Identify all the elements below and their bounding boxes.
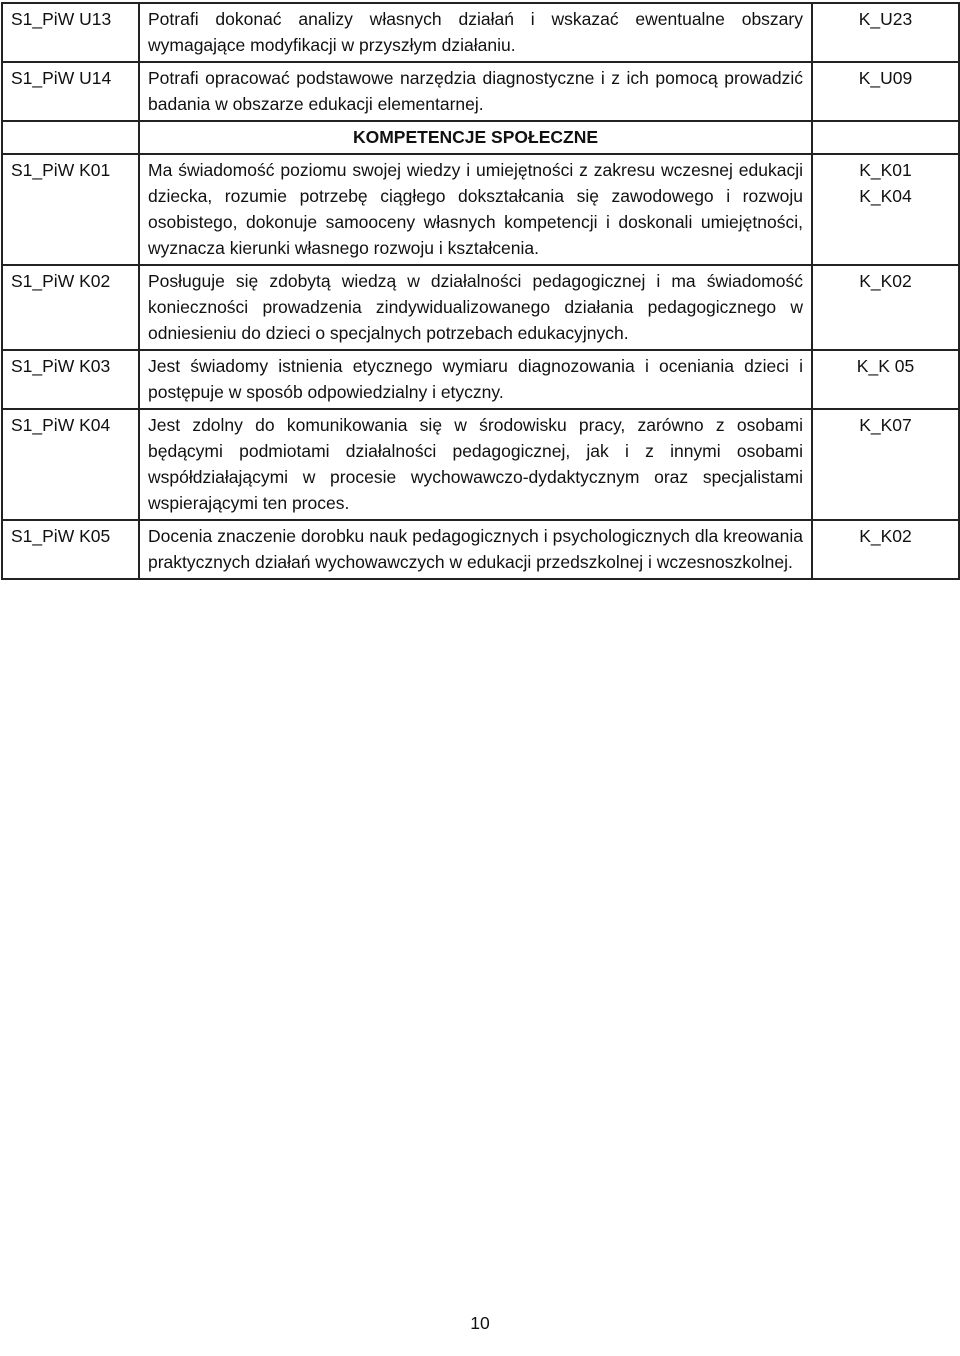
outcome-code: S1_PiW K02 [2, 265, 139, 350]
empty-cell [812, 121, 959, 154]
outcome-code: S1_PiW K01 [2, 154, 139, 265]
table-row [2, 350, 959, 409]
reference-code: K_U09 [858, 68, 913, 88]
learning-outcomes-table [1, 2, 960, 580]
reference-code: K_U23 [858, 9, 913, 29]
outcome-code: S1_PiW K04 [2, 409, 139, 520]
outcome-description: Potrafi opracować podstawowe narzędzia diagnostyczne i z ich pomocą prowadzić badania w obszarze edukacji elementarnej. [139, 62, 812, 121]
reference-code: K_K04 [859, 186, 912, 206]
outcome-code: S1_PiW K05 [2, 520, 139, 579]
outcome-code: S1_PiW U13 [2, 3, 139, 62]
outcome-reference [812, 409, 959, 520]
empty-cell [2, 121, 139, 154]
table-row [2, 3, 959, 62]
outcome-reference [812, 62, 959, 121]
reference-code: K_K02 [859, 271, 912, 291]
outcome-description: Docenia znaczenie dorobku nauk pedagogicznych i psychologicznych dla kreowania praktycznych działań wychowawczych w edukacji przedszkolnej i wczesnoszkolnej. [139, 520, 812, 579]
outcome-reference [812, 265, 959, 350]
outcome-reference [812, 350, 959, 409]
outcome-description: Jest świadomy istnienia etycznego wymiaru diagnozowania i oceniania dzieci i postępuje w sposób odpowiedzialny i etyczny. [139, 350, 812, 409]
outcome-code: S1_PiW K03 [2, 350, 139, 409]
outcome-description: Posługuje się zdobytą wiedzą w działalności pedagogicznej i ma świadomość konieczności prowadzenia zindywidualizowanego działania pedagogicznego w odniesieniu do dzieci o specjalnych potrzebach edukacyjnych. [139, 265, 812, 350]
table-row [2, 265, 959, 350]
page-number: 10 [470, 1313, 490, 1333]
outcome-code: S1_PiW U14 [2, 62, 139, 121]
reference-code: K_K02 [859, 526, 912, 546]
outcome-description: Jest zdolny do komunikowania się w środowisku pracy, zarówno z osobami będącymi podmiotami działalności pedagogicznej, jak i z innymi osobami współdziałającymi w procesie wychowawczo-dydaktycznym oraz specjalistami wspierającymi ten proces. [139, 409, 812, 520]
table-row [2, 520, 959, 579]
section-heading-row [2, 121, 959, 154]
table-row [2, 409, 959, 520]
table-row [2, 62, 959, 121]
section-heading: KOMPETENCJE SPOŁECZNE [139, 121, 812, 154]
outcome-reference [812, 520, 959, 579]
table-row [2, 154, 959, 265]
reference-code: K_K07 [859, 415, 912, 435]
outcome-description: Potrafi dokonać analizy własnych działań i wskazać ewentualne obszary wymagające modyfikacji w przyszłym działaniu. [139, 3, 812, 62]
outcome-reference [812, 3, 959, 62]
outcome-reference [812, 154, 959, 265]
reference-code: K_K 05 [856, 356, 915, 376]
outcome-description: Ma świadomość poziomu swojej wiedzy i umiejętności z zakresu wczesnej edukacji dziecka, rozumie potrzebę ciągłego dokształcania się zawodowego i rozwoju osobistego, dokonuje samooceny własnych kompetencji i doskonali umiejętności, wyznacza kierunki własnego rozwoju i kształcenia. [139, 154, 812, 265]
reference-code: K_K01 [859, 160, 912, 180]
document-page [1, 2, 958, 580]
